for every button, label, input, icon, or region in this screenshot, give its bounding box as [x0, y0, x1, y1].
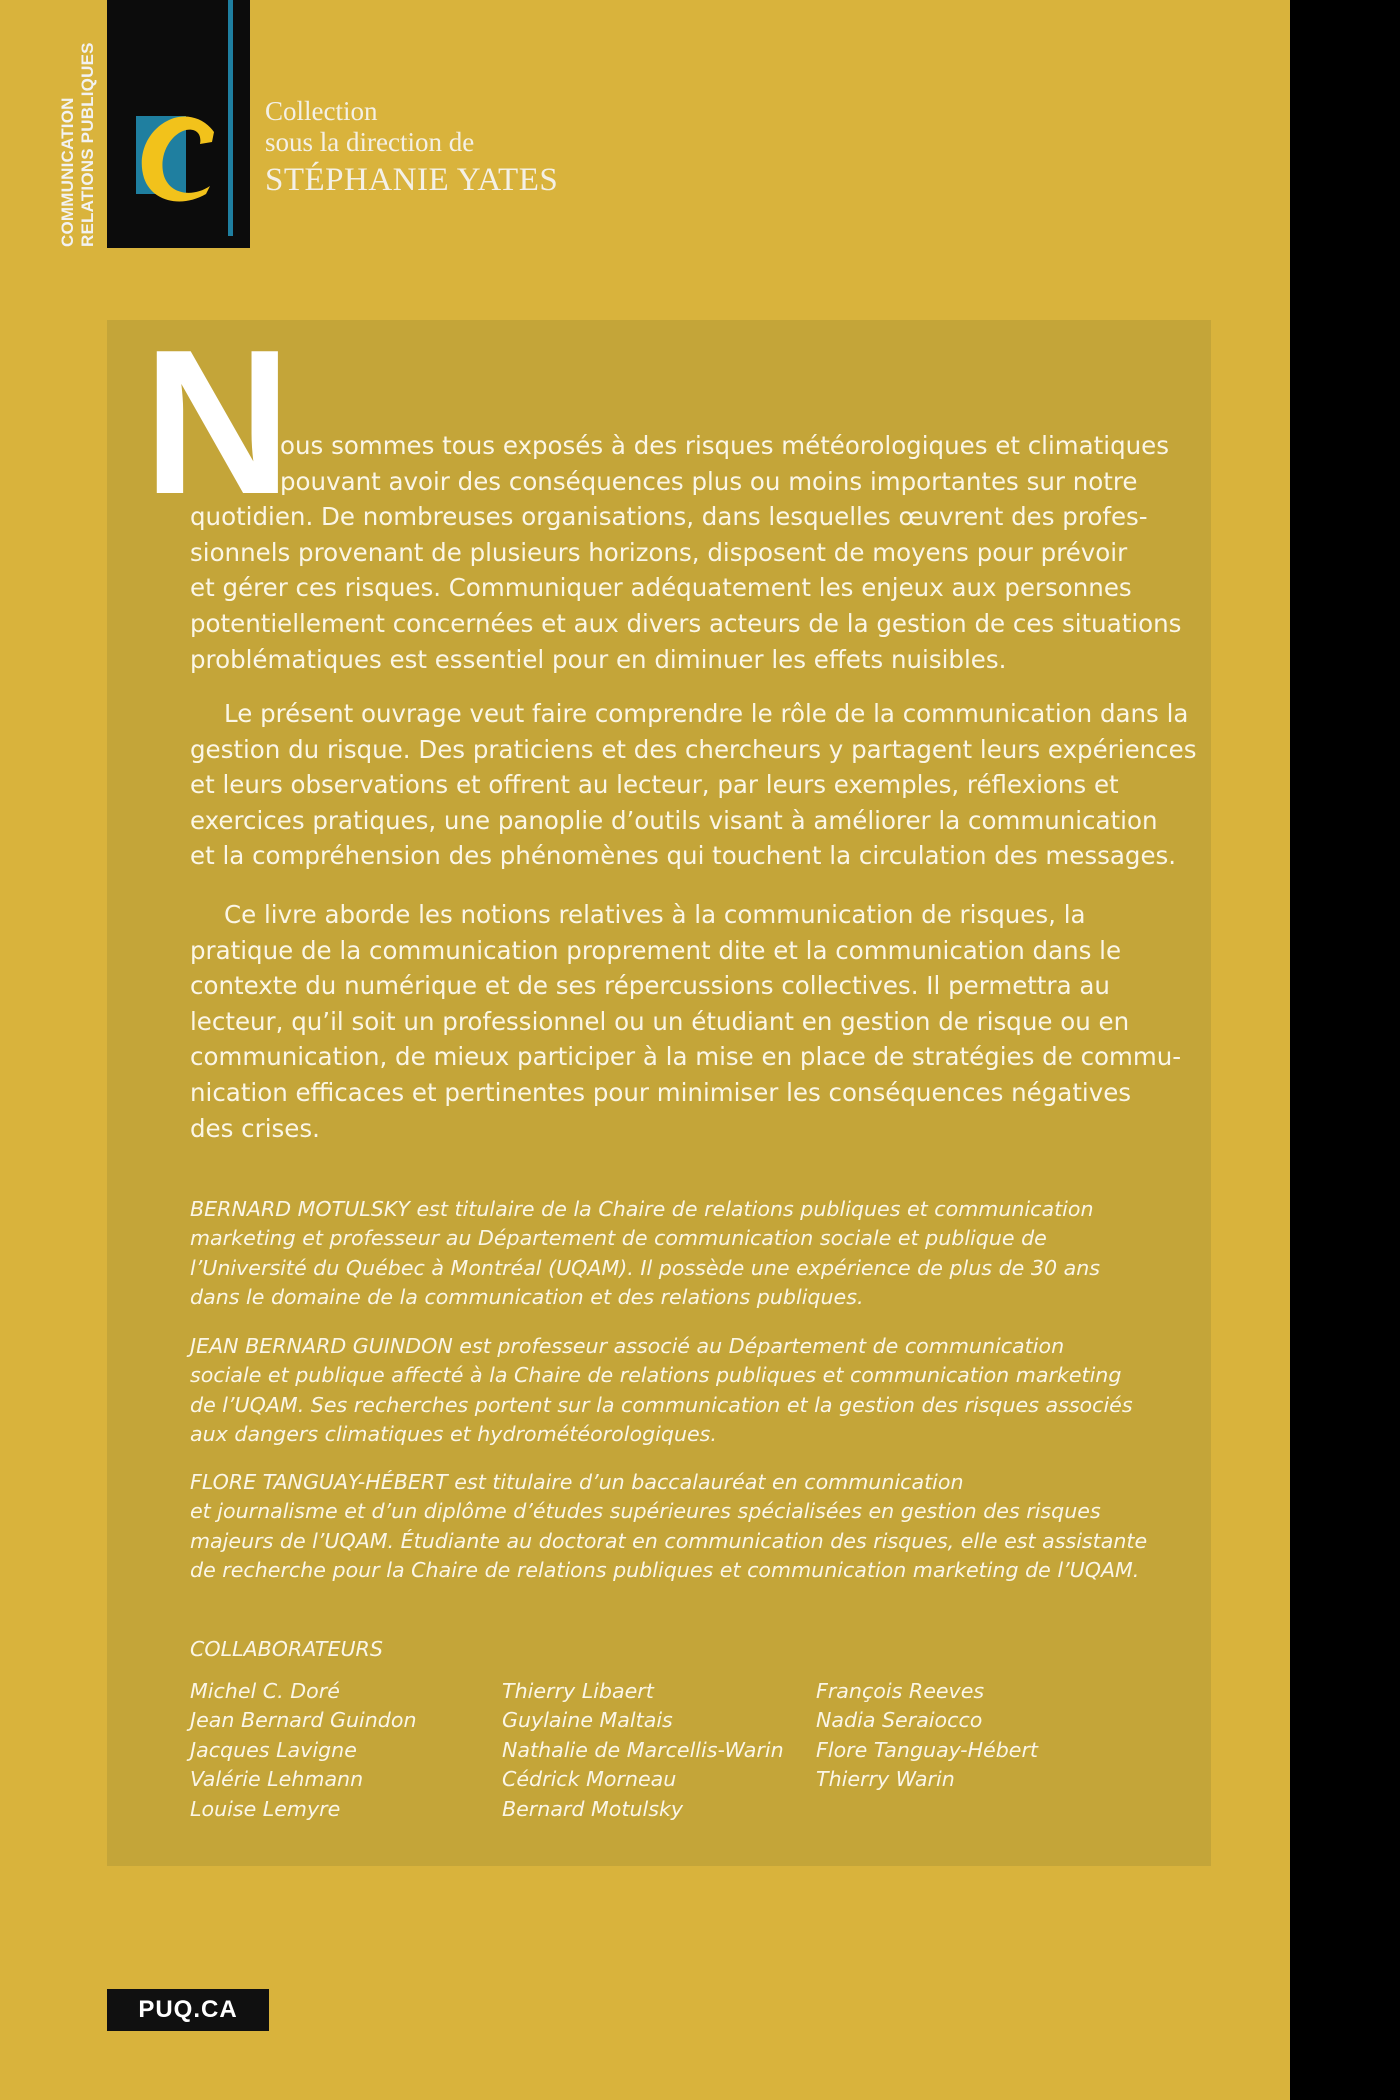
text-line: Ce livre aborde les notions relatives à la communication de risques, la [224, 900, 1086, 929]
text-line: problématiques est essentiel pour en diminuer les effets nuisibles. [190, 644, 1007, 674]
collaborator-name: Guylaine Maltais [502, 1708, 673, 1733]
text-line: sionnels provenant de plusieurs horizons, disposent de moyens pour prévoir [190, 537, 1128, 567]
collaborators-column-3 [816, 1677, 1038, 1795]
text-line: ous sommes tous exposés à des risques météorologiques et climatiques [280, 431, 1170, 460]
collaborator-name: Valérie Lehmann [190, 1767, 364, 1792]
bio-line: de recherche pour la Chaire de relations publiques et communication marketing de l’UQAM. [190, 1558, 1140, 1583]
collection-label: Collection [265, 96, 378, 126]
bio-line: sociale et publique affecté à la Chaire de relations publiques et communication marketing [190, 1363, 1122, 1388]
text-line: contexte du numérique et de ses répercussions collectives. Il permettra au [190, 971, 1110, 1001]
bio-line: majeurs de l’UQAM. Étudiante au doctorat en communication des risques, elle est assistante [190, 1528, 1148, 1553]
description-paragraph-2 [190, 696, 1197, 874]
collaborator-name: François Reeves [816, 1679, 985, 1703]
author-bio-motulsky [190, 1195, 1120, 1313]
book-spine-edge [1290, 0, 1400, 2100]
text-line: nication efficaces et pertinentes pour minimiser les conséquences négatives [190, 1077, 1132, 1107]
drop-cap: N [143, 307, 286, 537]
collaborator-name: Jacques Lavigne [190, 1737, 357, 1762]
c-letter-logo-icon [126, 102, 236, 222]
text-line: quotidien. De nombreuses organisations, dans lesquelles œuvrent des profes- [190, 502, 1148, 532]
collaborator-name: Cédrick Morneau [502, 1767, 677, 1792]
bio-line: dans le domaine de la communication et des relations publiques. [190, 1285, 864, 1310]
text-line: et gérer ces risques. Communiquer adéquatement les enjeux aux personnes [190, 573, 1132, 603]
text-line: communication, de mieux participer à la mise en place de stratégies de commu- [190, 1042, 1182, 1072]
collection-director: STÉPHANIE YATES [265, 162, 559, 198]
text-line: et leurs observations et offrent au lecteur, par leurs exemples, réflexions et [190, 770, 1119, 800]
collaborator-name: Thierry Warin [816, 1767, 955, 1792]
bio-line: marketing et professeur au Département de communication sociale et publique de [190, 1226, 1047, 1251]
bio-line: et journalisme et d’un diplôme d’études supérieures spécialisées en gestion des risques [190, 1499, 1101, 1524]
author-bio-tanguay-hebert [190, 1468, 1148, 1586]
collaborator-name: Nadia Seraiocco [816, 1708, 983, 1733]
collaborator-name: Nathalie de Marcellis-Warin [502, 1737, 784, 1762]
text-line: gestion du risque. Des praticiens et des chercheurs y partagent leurs expériences [190, 734, 1197, 764]
collaborators-title: COLLABORATEURS [190, 1637, 383, 1661]
bio-line: FLORE TANGUAY-HÉBERT est titulaire d’un baccalauréat en communication [190, 1470, 964, 1494]
collaborator-name: Michel C. Doré [190, 1679, 340, 1703]
collaborator-name: Thierry Libaert [502, 1679, 654, 1703]
collection-info [265, 96, 558, 202]
text-line: lecteur, qu’il soit un professionnel ou un étudiant en gestion de risque ou en [190, 1006, 1130, 1036]
text-line: et la compréhension des phénomènes qui touchent la circulation des messages. [190, 841, 1177, 871]
text-line: pratique de la communication proprement dite et la communication dans le [190, 935, 1122, 965]
text-line: pouvant avoir des conséquences plus ou moins importantes sur notre [280, 466, 1138, 496]
author-bio-guindon [190, 1332, 1133, 1450]
text-line: potentiellement concernées et aux divers acteurs de la gestion de ces situations [190, 608, 1182, 638]
text-line: des crises. [190, 1113, 320, 1143]
collection-direction: sous la direction de [265, 127, 475, 157]
collaborator-name: Jean Bernard Guindon [190, 1708, 417, 1733]
collaborator-name: Flore Tanguay-Hébert [816, 1737, 1039, 1762]
bio-line: BERNARD MOTULSKY est titulaire de la Chaire de relations publiques et communication [190, 1197, 1094, 1221]
description-paragraph-1 [190, 428, 1182, 677]
collaborators-column-1 [190, 1677, 417, 1824]
text-line: exercices pratiques, une panoplie d’outils visant à améliorer la communication [190, 805, 1158, 835]
collaborator-name: Louise Lemyre [190, 1796, 341, 1821]
bio-line: de l’UQAM. Ses recherches portent sur la communication et la gestion des risques associés [190, 1392, 1133, 1417]
collaborator-name: Bernard Motulsky [502, 1796, 684, 1821]
bio-line: JEAN BERNARD GUINDON est professeur associé au Département de communication [190, 1334, 1065, 1358]
series-label-line2: RELATIONS PUBLIQUES [78, 42, 97, 247]
series-label-line1: COMMUNICATION [58, 97, 77, 247]
publisher-url-badge[interactable]: PUQ.CA [107, 1989, 269, 2031]
bio-line: aux dangers climatiques et hydrométéorologiques. [190, 1422, 717, 1447]
text-line: Le présent ouvrage veut faire comprendre le rôle de la communication dans la [224, 699, 1189, 728]
bio-line: l’Université du Québec à Montréal (UQAM). Il possède une expérience de plus de 30 ans [190, 1255, 1101, 1280]
description-paragraph-3 [190, 897, 1182, 1146]
collaborators-column-2 [502, 1677, 784, 1824]
